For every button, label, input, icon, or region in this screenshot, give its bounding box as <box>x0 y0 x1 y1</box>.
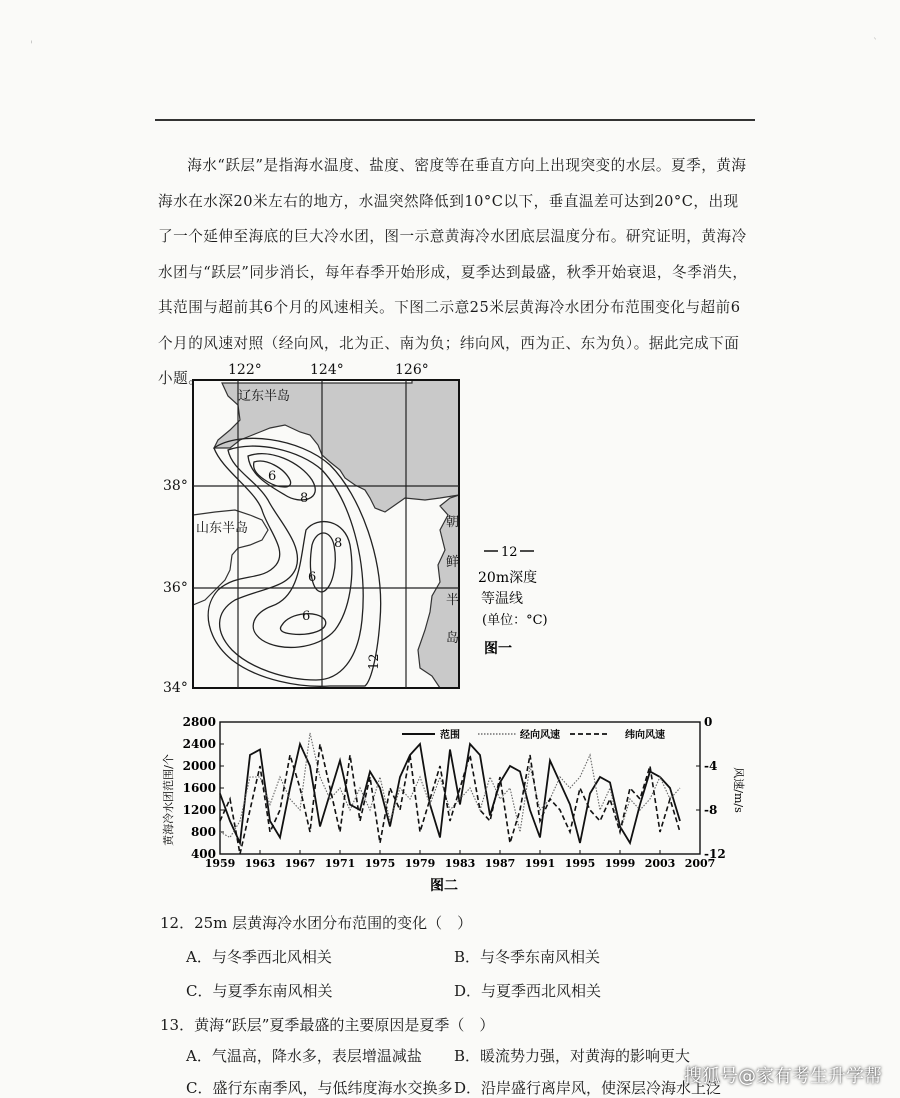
y-left-tick-label: 2800 <box>182 715 216 729</box>
x-tick-label: 1987 <box>484 857 516 870</box>
figure-2-chart <box>0 700 900 900</box>
x-tick-label: 1983 <box>444 857 476 870</box>
passage-text: 海水“跃层”是指海水温度、盐度、密度等在垂直方向上出现突变的水层。夏季，黄海海水在水深20米左右的地方，水温突然降低到10°C以下，垂直温差可达到20°C，出现了一个延伸至海底的巨大冷水团，图一示意黄海冷水团底层温度分布。研究证明，黄海冷水团与“跃层”同步消长，每年春季开始形成，夏季达到最盛，秋季开始衰退，冬季消失，其范围与超前其6个月的风速相关。下图二示意25米层黄海冷水团分布范围变化与超前6个月的风速对照（经向风，北为正、南为负；纬向风，西为正、东为负）。据此完成下面小题。 <box>158 157 748 387</box>
watermark: 搜狐号@家有考生升学帮 <box>684 1066 882 1087</box>
y-left-tick-label: 1200 <box>182 803 216 817</box>
q12-option-b[interactable]: B．与冬季东南风相关 <box>454 948 601 966</box>
q12-option-c[interactable]: C．与夏季东南风相关 <box>186 982 333 1000</box>
legend-range: 范围 <box>440 730 460 741</box>
right-axis-title: 风速/m/s <box>732 767 745 813</box>
legend-meridional: 经向风速 <box>520 730 560 741</box>
isotherm-10 <box>220 446 364 680</box>
lon-label-122: 122° <box>228 362 262 378</box>
x-tick-label: 1999 <box>604 857 636 870</box>
place-korea-2: 鲜 <box>446 555 460 570</box>
isotherm-label: 6 <box>302 609 311 624</box>
lat-label-36: 36° <box>163 580 188 596</box>
isotherm-label: 12 <box>367 653 382 670</box>
place-korea-1: 朝 <box>446 515 460 530</box>
q12-stem: 12．25m 层黄海冷水团分布范围的变化（ ） <box>160 914 473 932</box>
q13-option-c[interactable]: C．盛行东南季风，与低纬度海水交换多 <box>186 1079 453 1097</box>
y-left-tick-label: 2400 <box>182 737 216 751</box>
y-left-tick-label: 2000 <box>182 759 216 773</box>
isotherm-label: 6 <box>268 469 277 484</box>
legend-text-1: 20m深度 <box>478 570 538 586</box>
x-tick-label: 2007 <box>684 857 716 870</box>
q12-option-a[interactable]: A．与冬季西北风相关 <box>186 948 332 966</box>
y-right-tick-label: -8 <box>704 803 718 817</box>
place-korea-4: 岛 <box>446 631 460 646</box>
q12-option-d[interactable]: D．与夏季西北风相关 <box>454 982 602 1000</box>
y-left-tick-label: 1600 <box>182 781 216 795</box>
y-right-tick-label: 0 <box>704 715 713 729</box>
x-tick-label: 1963 <box>244 857 276 870</box>
figure-1-caption: 图一 <box>484 641 512 657</box>
legend-text-3: (单位：°C) <box>482 613 548 628</box>
place-korea-3: 半 <box>446 593 460 608</box>
y-left-tick-label: 800 <box>190 825 216 839</box>
scan-mark: ` <box>873 38 878 49</box>
x-tick-label: 1967 <box>284 857 316 870</box>
place-shandong: 山东半岛 <box>196 521 249 536</box>
q13-option-d[interactable]: D．沿岸盛行离岸风，使深层冷海水上泛 <box>454 1079 722 1097</box>
y-left-tick-label: 400 <box>190 847 216 861</box>
place-liaodong: 辽东半岛 <box>238 389 291 404</box>
q13-stem: 13．黄海“跃层”夏季最盛的主要原因是夏季（ ） <box>160 1016 495 1034</box>
x-tick-label: 2003 <box>644 857 676 870</box>
lon-label-126: 126° <box>395 362 429 378</box>
q13-option-b[interactable]: B．暖流势力强，对黄海的影响更大 <box>454 1047 691 1065</box>
scan-mark: ' <box>30 40 33 51</box>
lon-label-124: 124° <box>310 362 344 378</box>
legend-zonal: 纬向风速 <box>625 730 665 741</box>
x-tick-label: 1979 <box>404 857 436 870</box>
x-tick-label: 1975 <box>364 857 396 870</box>
isotherm-label: 8 <box>300 491 309 506</box>
lat-label-38: 38° <box>163 478 188 494</box>
q13-option-a[interactable]: A．气温高，降水多，表层增温减盐 <box>186 1047 422 1065</box>
lat-label-34: 34° <box>163 680 188 696</box>
y-right-tick-label: -12 <box>704 847 726 861</box>
isotherm-label: 8 <box>334 536 343 551</box>
legend-text-2: 等温线 <box>481 591 523 607</box>
figure-2-caption: 图二 <box>430 878 458 894</box>
x-tick-label: 1991 <box>524 857 556 870</box>
series-line-2 <box>220 744 680 854</box>
x-tick-label: 1995 <box>564 857 596 870</box>
left-axis-title: 黄海冷水团范围/个 <box>162 754 175 846</box>
y-right-tick-label: -4 <box>704 759 718 773</box>
legend-line-value: 12 <box>501 545 518 560</box>
isotherm-label: 6 <box>308 570 317 585</box>
x-tick-label: 1959 <box>204 857 236 870</box>
x-tick-label: 1971 <box>324 857 356 870</box>
